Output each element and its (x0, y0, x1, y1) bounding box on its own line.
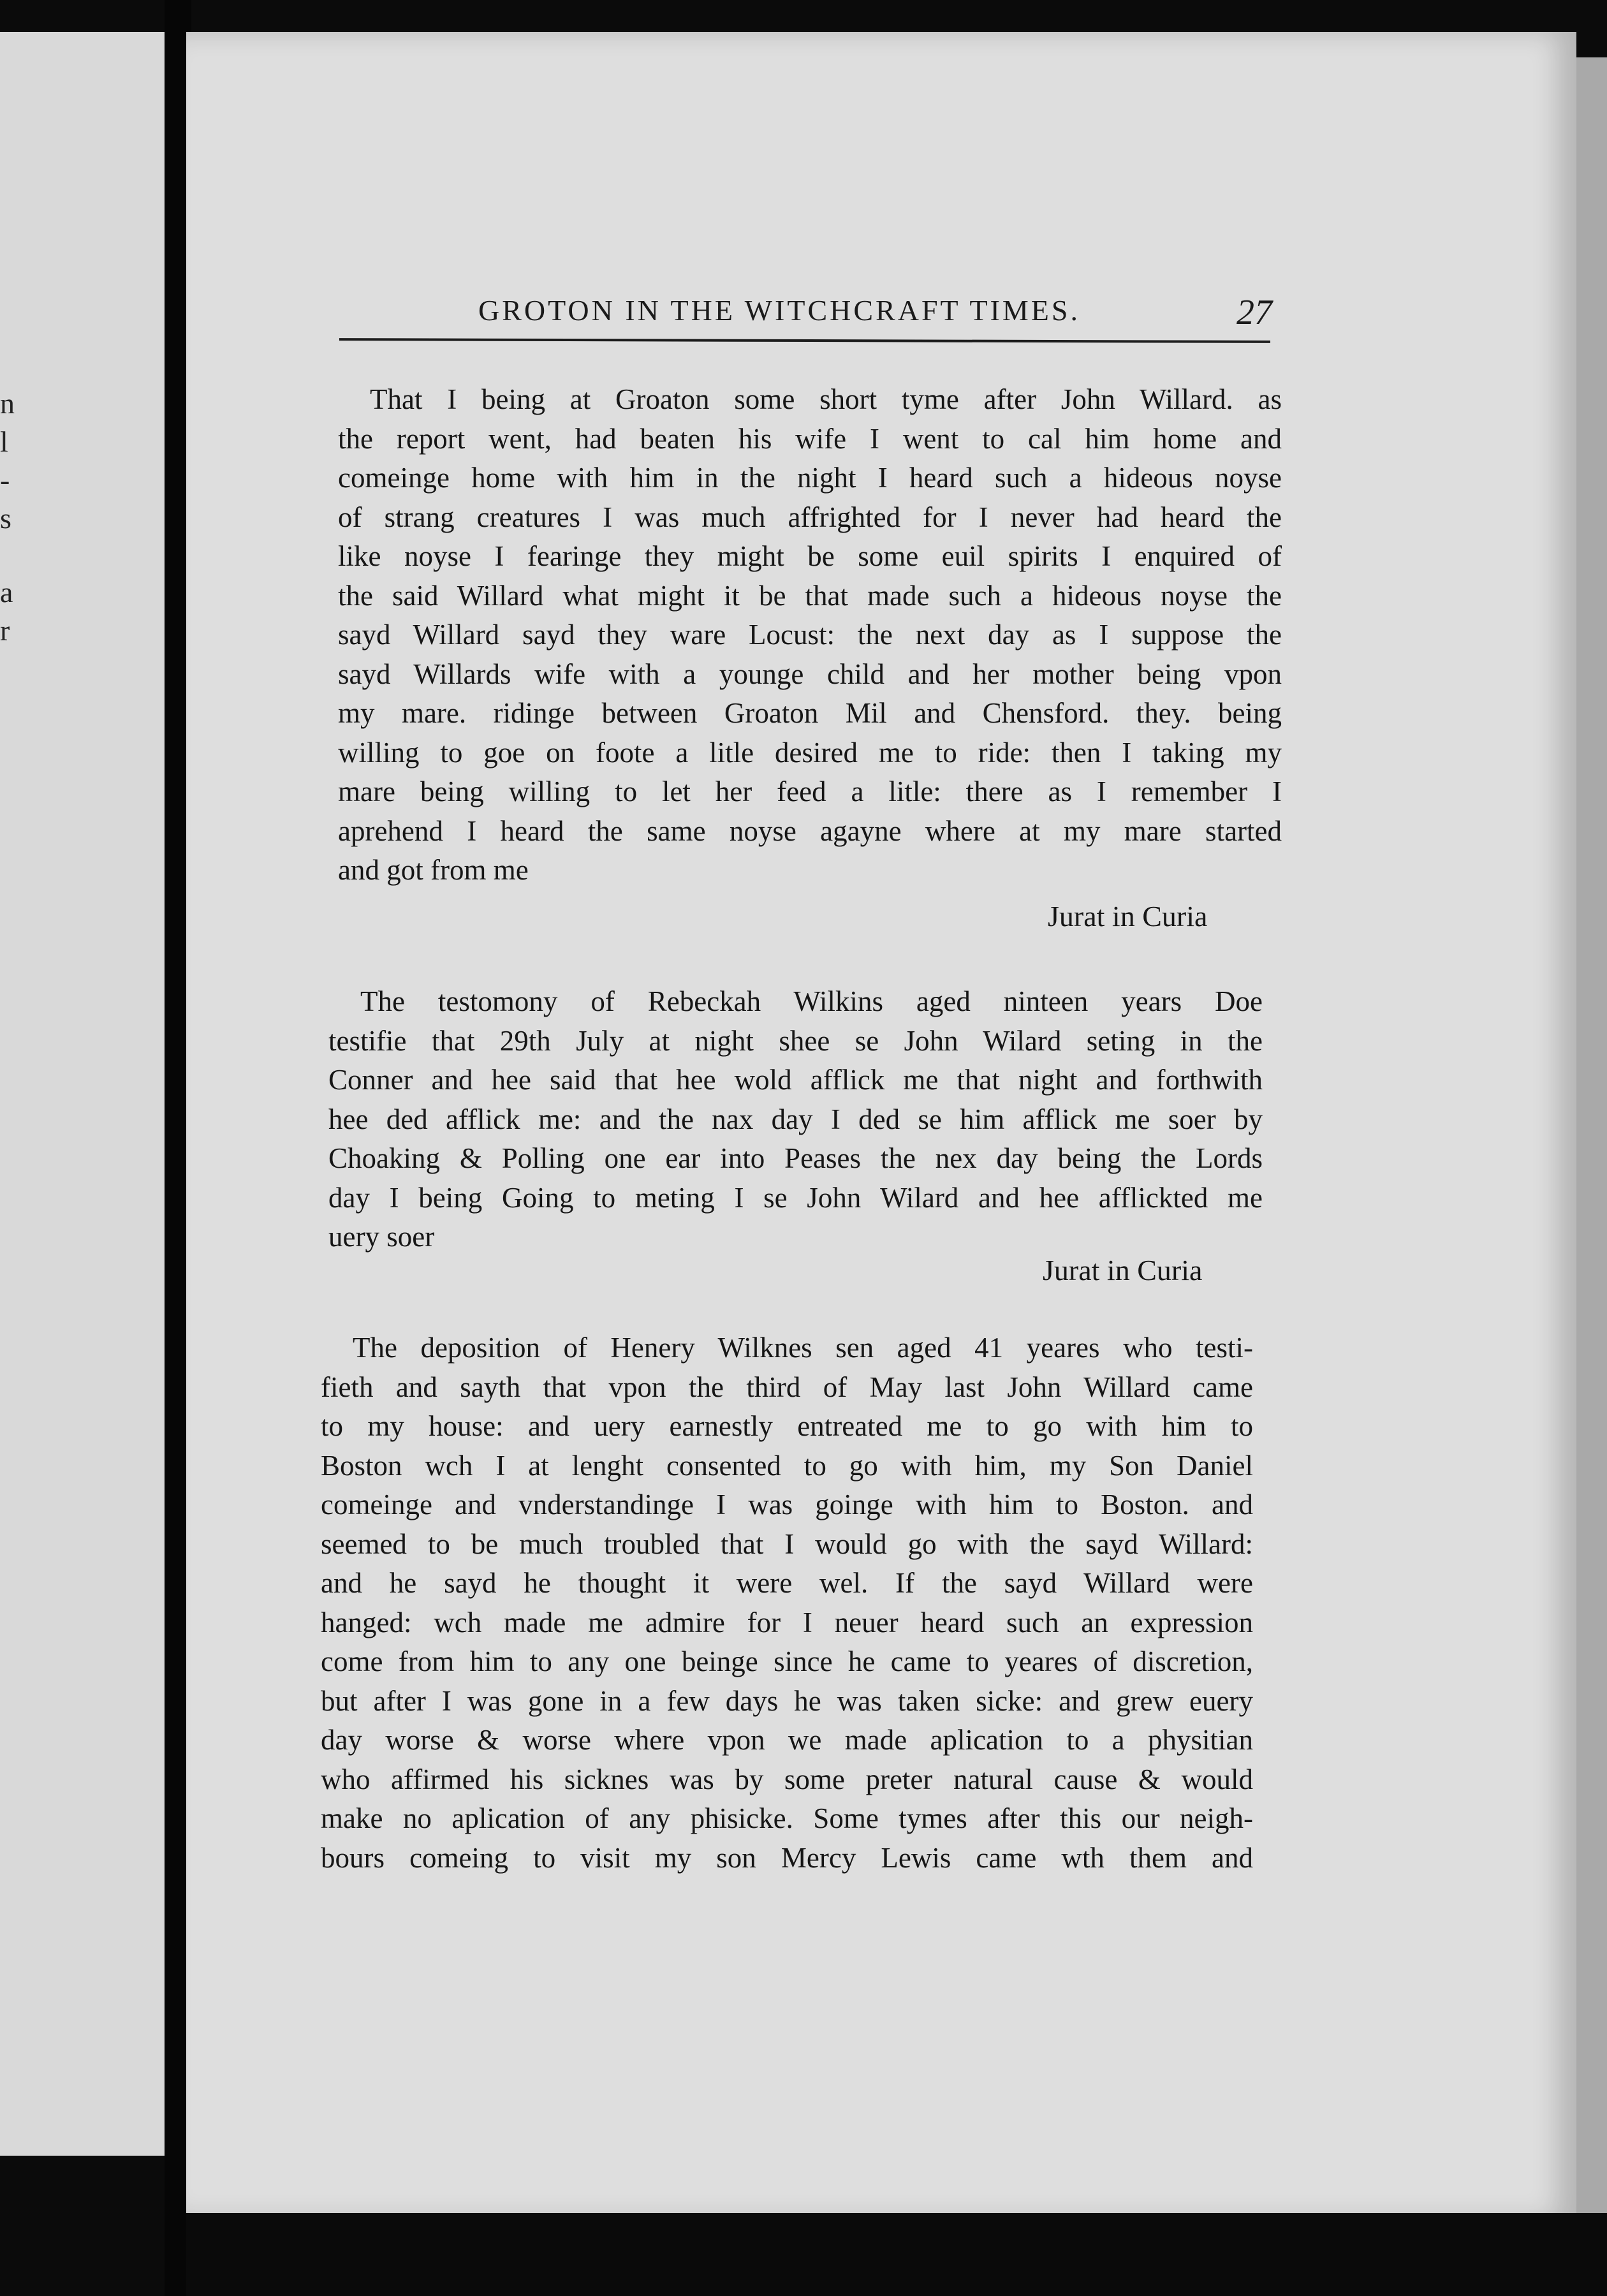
edge-char: l (0, 425, 8, 458)
facing-page-text-edge (0, 332, 19, 645)
jurat-in-curia: Jurat in Curia (1048, 900, 1208, 932)
running-title: GROTON IN THE WITCHCRAFT TIMES. (478, 294, 1080, 327)
text-line: willing to goe on foote a litle desired me to ride: then I taking my (338, 736, 1282, 769)
text-line: comeinge home with him in the night I heard such a hideous noyse (338, 462, 1282, 494)
text-line: hee ded afflick me: and the nax day I ded se him afflick me soer by (328, 1103, 1263, 1135)
text-line: day I being Going to meting I se John Wilard and hee afflickted me (328, 1181, 1263, 1214)
facing-page (0, 32, 165, 2156)
page-edge (1576, 57, 1607, 2239)
text-line: sayd Willard sayd they ware Locust: the next day as I suppose the (338, 619, 1282, 651)
page-number: 27 (1236, 293, 1272, 332)
text-line: of strang creatures I was much affrighted for I never had heard the (338, 501, 1282, 533)
text-line: to my house: and uery earnestly entreated me to go with him to (321, 1410, 1253, 1442)
text-line: hanged: wch made me admire for I neuer heard such an expression (321, 1606, 1253, 1638)
text-line: bours comeing to visit my son Mercy Lewis came wth them and (321, 1841, 1253, 1874)
text-line: Choaking & Polling one ear into Peases the nex day being the Lords (328, 1142, 1263, 1174)
text-line: make no aplication of any phisicke. Some tymes after this our neigh- (321, 1802, 1253, 1834)
text-line: come from him to any one beinge since he came to yeares of discretion, (321, 1645, 1253, 1677)
text-line: the said Willard what might it be that made such a hideous noyse the (338, 579, 1282, 612)
text-line: my mare. ridinge between Groaton Mil and Chensford. they. being (338, 697, 1282, 729)
text-line: and he sayd he thought it were wel. If the sayd Willard were (321, 1567, 1253, 1599)
edge-char: a (0, 576, 13, 608)
text-line: who affirmed his sicknes was by some preter natural cause & would (321, 1763, 1253, 1795)
text-line: sayd Willards wife with a younge child and her mother being vpon (338, 658, 1282, 690)
text-line: The testomony of Rebeckah Wilkins aged ninteen years Doe (360, 985, 1263, 1017)
jurat-in-curia: Jurat in Curia (1043, 1254, 1203, 1286)
text-line: like noyse I fearinge they might be some euil spirits I enquired of (338, 540, 1282, 572)
text-line: fieth and sayth that vpon the third of May last John Willard came (321, 1371, 1253, 1403)
text-line: testifie that 29th July at night shee se John Wilard seting in the (328, 1024, 1263, 1057)
text-line: and got from me (338, 854, 529, 886)
text-line: Boston wch I at lenght consented to go with him, my Son Daniel (321, 1449, 1253, 1482)
paragraph-2 (328, 982, 1263, 1257)
scan-border (186, 2213, 1607, 2296)
text-line: but after I was gone in a few days he was taken sicke: and grew euery (321, 1684, 1253, 1717)
text-line: aprehend I heard the same noyse agayne where at my mare started (338, 814, 1282, 847)
text-line: mare being willing to let her feed a litle: there as I remember I (338, 776, 1282, 807)
page-header (478, 293, 1272, 338)
text-line: seemed to be much troubled that I would go with the sayd Willard: (321, 1527, 1253, 1560)
text-line: The deposition of Henery Wilknes sen aged 41 yeares who testi- (353, 1332, 1253, 1364)
text-line: comeinge and vnderstandinge I was goinge with him to Boston. and (321, 1489, 1253, 1520)
edge-char: r (0, 614, 10, 647)
paragraph-1 (338, 380, 1282, 890)
text-line: That I being at Groaton some short tyme after John Willard. as (370, 383, 1282, 415)
text-line: Conner and hee said that hee wold afflick me that night and forthwith (328, 1064, 1263, 1096)
text-line: day worse & worse where vpon we made aplication to a physitian (321, 1724, 1253, 1756)
edge-char: s (0, 502, 11, 534)
edge-char: n (0, 387, 15, 420)
edge-char: - (0, 464, 10, 496)
text-line: the report went, had beaten his wife I went to cal him home and (338, 422, 1282, 455)
paragraph-3 (321, 1328, 1253, 1878)
text-line: uery soer (328, 1221, 435, 1253)
